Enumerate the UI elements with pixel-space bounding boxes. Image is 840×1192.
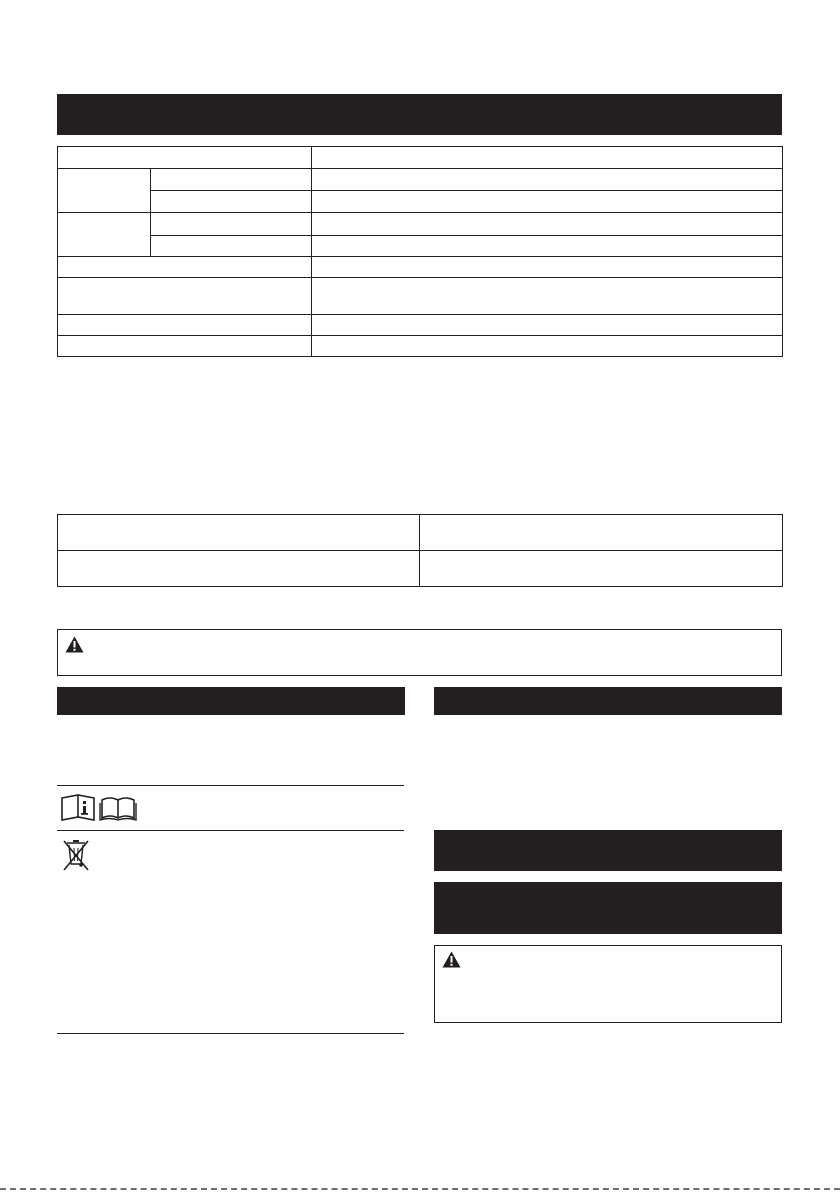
divider [57,785,404,786]
table-row [58,315,783,336]
table-row [58,213,783,236]
table-cell [58,213,151,257]
right-section-heading-bar [434,687,782,715]
table-cell [312,278,783,315]
divider [57,830,404,831]
table-cell [58,551,420,587]
table-row [58,191,783,213]
table-cell [420,551,783,587]
table-cell [312,169,783,191]
table-row [58,236,783,257]
right-section-heading [434,694,440,708]
table-cell [312,147,783,169]
table-cell [151,169,312,191]
table-cell [58,147,312,169]
table-cell [58,315,312,336]
right-warning-box [434,945,782,1023]
table-row [58,336,783,357]
table-cell [58,257,312,278]
right-section-bar-text [434,901,440,915]
page-bottom-edge [0,1188,840,1190]
table-cell [312,257,783,278]
table-cell [58,169,151,213]
left-section-heading [57,694,63,708]
table-row [58,515,783,551]
read-manual-icon [60,794,140,827]
left-section-heading-bar [57,687,405,715]
table-row [58,257,783,278]
table-cell [58,336,312,357]
table-cell [312,315,783,336]
warning-box [57,629,782,676]
table-cell [312,336,783,357]
right-section-bar-text [434,843,440,857]
table-cell [151,191,312,213]
header-title [57,106,65,122]
table-cell [312,191,783,213]
right-section-bar [434,882,782,934]
secondary-table [57,514,783,587]
table-cell [312,236,783,257]
divider [57,1033,404,1034]
warning-triangle-icon [65,636,84,658]
warning-triangle-icon [442,951,461,973]
table-cell [151,236,312,257]
table-cell [58,278,312,315]
table-cell [151,213,312,236]
table-row [58,551,783,587]
spec-table [57,146,783,357]
table-row [58,147,783,169]
table-row [58,278,783,315]
table-cell [420,515,783,551]
table-cell [58,515,420,551]
table-cell [312,213,783,236]
header-bar [57,94,782,135]
crossed-out-wheeled-bin-icon [61,838,91,877]
table-row [58,169,783,191]
right-section-bar [434,830,782,871]
